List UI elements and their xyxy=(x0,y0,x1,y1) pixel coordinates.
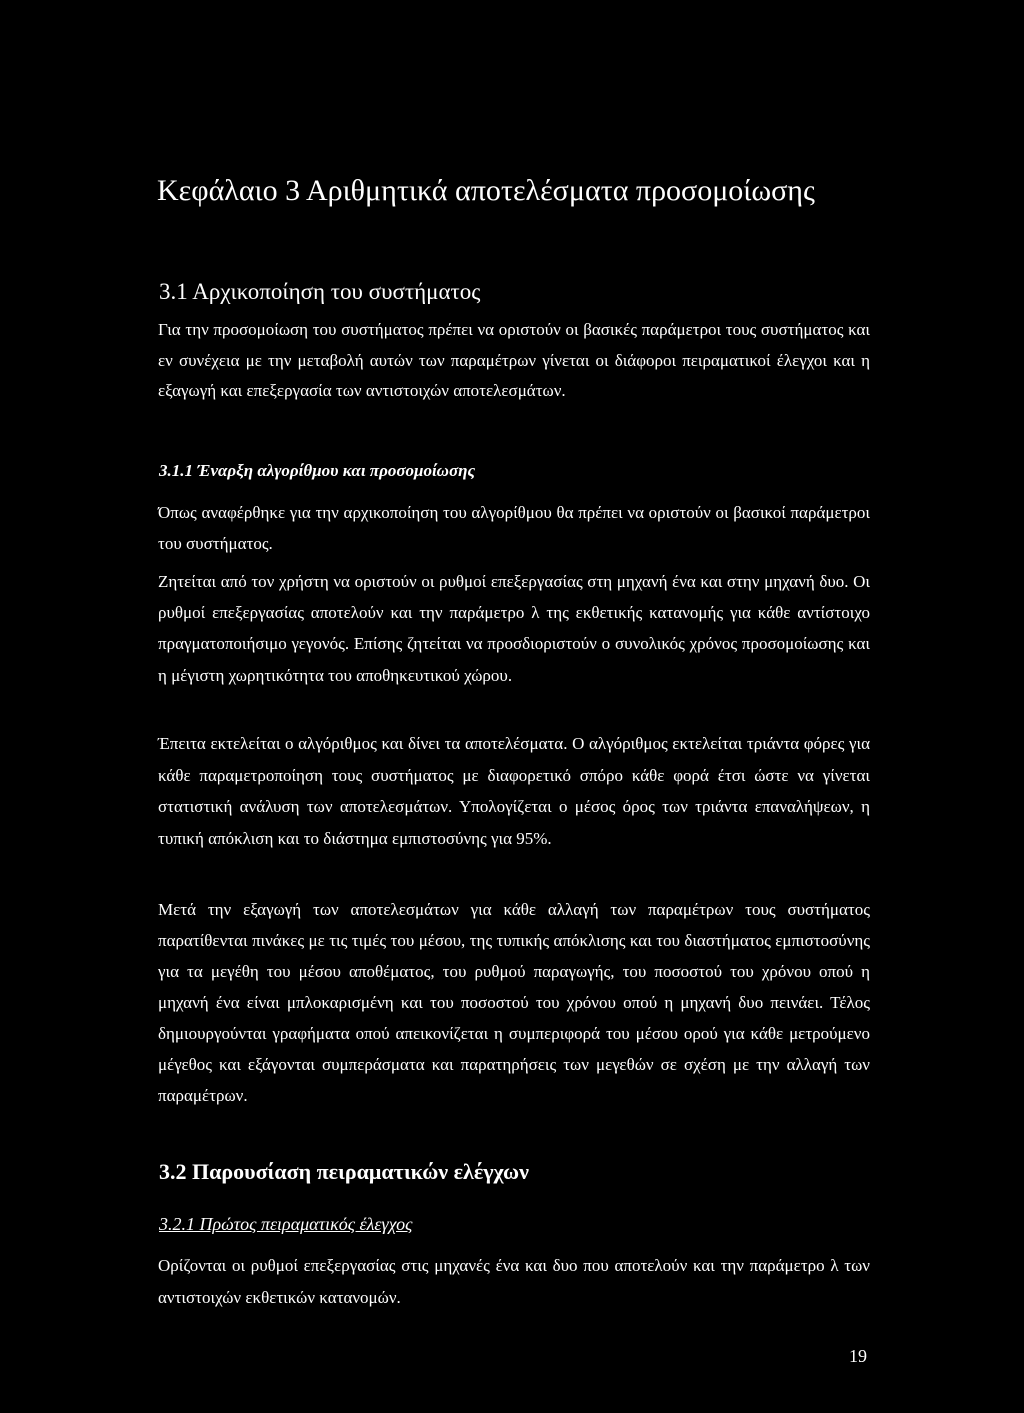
subsection-3-1-1-paragraph-2: Ζητείται από τον χρήστη να οριστούν οι ρυθμοί επεξεργασίας στη μηχανή ένα και στην μηχανή δυο. Οι ρυθμοί επεξεργασίας αποτελούν και την παράμετρο λ της εκθετικής κατανομής για κάθε αντίστοιχο πραγματοποιήσιμο γεγονός. Επίσης ζητείται να προσδιοριστούν ο συνολικός χρόνος προσομοίωσης και η μέγιστη χωρητικότητα του αποθηκευτικού χώρου. xyxy=(158,572,870,685)
subsection-3-1-1-paragraph-1: Όπως αναφέρθηκε για την αρχικοποίηση του αλγορίθμου θα πρέπει να οριστούν οι βασικοί παράμετροι του συστήματος. xyxy=(158,503,870,553)
subsection-3-1-1-paragraph-4: Μετά την εξαγωγή των αποτελεσμάτων για κάθε αλλαγή των παραμέτρων τους συστήματος παρατίθενται πινάκες με τις τιμές του μέσου, της τυπικής απόκλισης και του διαστήματος εμπιστοσύνης για τα μεγέθη του μέσου αποθέματος, του ρυθμού παραγωγής, του ποσοστού του χρόνου οπού η μηχανή ένα είναι μπλοκαρισμένη και του ποσοστού του χρόνου οπού η μηχανή δυο πεινάει. Τέλος δημιουργούνται γραφήματα οπού απεικονίζεται η συμπεριφορά του μέσου ορού για κάθε μετρούμενο μέγεθος και εξάγονται συμπεράσματα και παρατηρήσεις των μεγεθών σε σχέση με την αλλαγή των παραμέτρων. xyxy=(158,900,870,1105)
section-title-3-2: 3.2 Παρουσίαση πειραματικών ελέγχων xyxy=(159,1159,529,1184)
chapter-title: Κεφάλαιο 3 Αριθμητικά αποτελέσματα προσομοίωσης xyxy=(157,174,815,207)
section-3-1-paragraph: Για την προσομοίωση του συστήματος πρέπει να οριστούν οι βασικές παράμετροι τους συστήματος και εν συνέχεια με την μεταβολή αυτών των παραμέτρων γίνεται οι διάφοροι πειραματικοί έλεγχοι και η εξαγωγή και επεξεργασία των αντιστοιχών αποτελεσμάτων. xyxy=(158,320,870,400)
section-title-3-1: 3.1 Αρχικοποίηση του συστήματος xyxy=(159,279,481,304)
subsection-3-2-1-paragraph: Ορίζονται οι ρυθμοί επεξεργασίας στις μηχανές ένα και δυο που αποτελούν και την παράμετρο λ των αντιστοιχών εκθετικών κατανομών. xyxy=(158,1256,870,1307)
page-number: 19 xyxy=(849,1346,867,1366)
subsection-title-3-2-1: 3.2.1 Πρώτος πειραματικός έλεγχος xyxy=(159,1214,413,1234)
document-page xyxy=(155,0,871,1413)
subsection-3-1-1-paragraph-3: Έπειτα εκτελείται ο αλγόριθμος και δίνει τα αποτελέσματα. Ο αλγόριθμος εκτελείται τριάντα φόρες για κάθε παραμετροποίηση τους συστήματος με διαφορετικό σπόρο κάθε φορά έτσι ώστε να γίνεται στατιστική ανάλυση των αποτελεσμάτων. Υπολογίζεται ο μέσος όρος των τριάντα επαναλήψεων, η τυπική απόκλιση και το διάστημα εμπιστοσύνης για 95%. xyxy=(158,734,870,849)
subsection-title-3-1-1: 3.1.1 Έναρξη αλγορίθμου και προσομοίωσης xyxy=(159,461,476,480)
